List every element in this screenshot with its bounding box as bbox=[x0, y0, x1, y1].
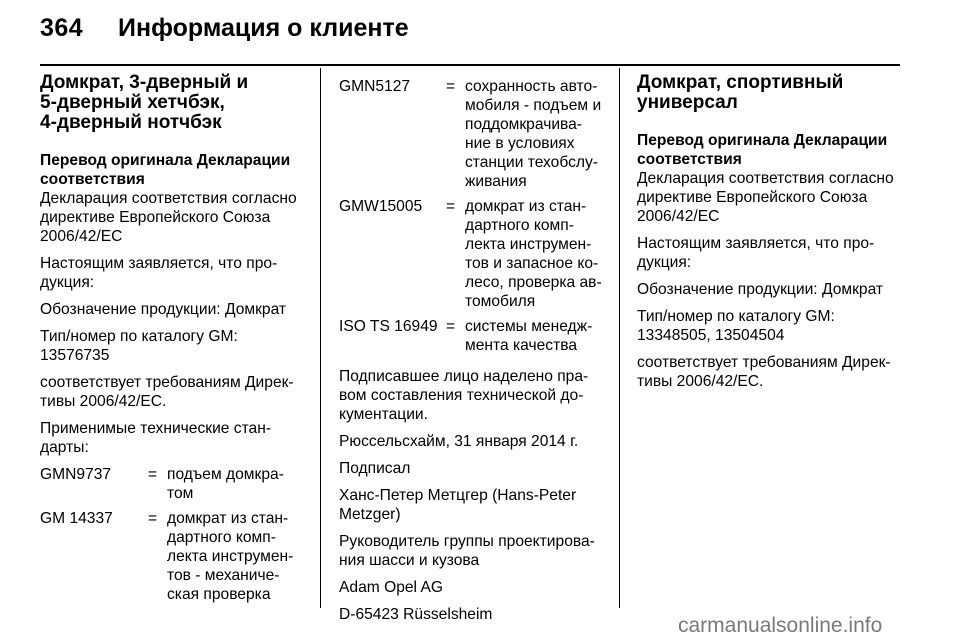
equals-sign: = bbox=[148, 510, 158, 527]
paragraph: Тип/номер по каталогу GM: 13576735 bbox=[40, 328, 238, 364]
paragraph: Настоящим заявляется, что про- дукция: bbox=[637, 235, 875, 271]
paragraph: Тип/номер по каталогу GM: 13348505, 13504504 bbox=[637, 308, 835, 344]
paragraph: соответствует требованиям Дирек- тивы 2006/42/ЕС. bbox=[637, 354, 891, 390]
standard-code: GMW15005 bbox=[339, 198, 423, 215]
signatory-title: Руководитель группы проектирова- ния шасси и кузова bbox=[339, 533, 595, 569]
standard-code: GM 14337 bbox=[40, 510, 113, 527]
equals-sign: = bbox=[446, 318, 456, 335]
signatory-name: Ханс-Петер Метцгер (Hans-Peter Metzger) bbox=[339, 487, 577, 523]
section-heading: Домкрат, спортивный универсал bbox=[637, 72, 844, 113]
standard-description: домкрат из стан- дартного комп- лекта инструмен- тов - механиче- ская проверка bbox=[167, 510, 294, 603]
standard-row bbox=[40, 465, 312, 503]
standard-description: сохранность авто- мобиля - подъем и поддомкрачива- ние в условиях станции техобслу- живания bbox=[465, 78, 602, 190]
paragraph: Настоящим заявляется, что про- дукция: bbox=[40, 255, 278, 291]
middle-column bbox=[339, 68, 611, 632]
header-rule bbox=[40, 64, 900, 66]
date-place: Рюссельсхайм, 31 января 2014 г. bbox=[339, 433, 579, 450]
paragraph: Декларация соответствия согласно директиве Европейского Союза 2006/42/ЕС bbox=[637, 170, 894, 225]
standard-row bbox=[339, 197, 611, 311]
page-number: 364 bbox=[40, 14, 84, 42]
right-column bbox=[637, 68, 901, 399]
company-name: Adam Opel AG bbox=[339, 579, 444, 596]
section-heading: Домкрат, 3-дверный и 5-дверный хетчбэк, 4-дверный нотчбэк bbox=[40, 72, 249, 133]
paragraph: соответствует требованиям Дирек- тивы 2006/42/ЕС. bbox=[40, 374, 294, 410]
paragraph: Подписавшее лицо наделено пра- вом составления технической до- кументации. bbox=[339, 368, 589, 423]
paragraph: Применимые технические стан- дарты: bbox=[40, 420, 272, 456]
standard-description: домкрат из стан- дартного комп- лекта инструмен- тов и запасное ко- лесо, проверка ав- томобиля bbox=[465, 198, 602, 310]
standards-table bbox=[339, 77, 611, 355]
standards-table bbox=[40, 465, 312, 604]
standard-row bbox=[339, 317, 611, 355]
standard-code: GMN5127 bbox=[339, 78, 411, 95]
standard-description: подъем домкра- том bbox=[167, 466, 284, 502]
standard-code: ISO TS 16949 bbox=[339, 318, 438, 335]
paragraph: Обозначение продукции: Домкрат bbox=[40, 301, 287, 318]
standard-code: GMN9737 bbox=[40, 466, 112, 483]
left-column bbox=[40, 68, 312, 610]
company-address: D-65423 Rüsselsheim bbox=[339, 606, 493, 623]
section-subheading: Перевод оригинала Декларации соответствия bbox=[637, 132, 888, 168]
section-subheading: Перевод оригинала Декларации соответствия bbox=[40, 152, 291, 188]
paragraph: Обозначение продукции: Домкрат bbox=[637, 281, 884, 298]
equals-sign: = bbox=[446, 78, 456, 95]
equals-sign: = bbox=[446, 198, 456, 215]
paragraph: Декларация соответствия согласно директиве Европейского Союза 2006/42/ЕС bbox=[40, 190, 297, 245]
page-title: Информация о клиенте bbox=[118, 14, 409, 42]
column-divider-right bbox=[619, 68, 620, 608]
standard-row bbox=[339, 77, 611, 191]
standard-row bbox=[40, 509, 312, 604]
equals-sign: = bbox=[148, 466, 158, 483]
watermark: carmanualsonline.info bbox=[678, 614, 883, 637]
standard-description: системы менедж- мента качества bbox=[465, 318, 593, 354]
column-divider-left bbox=[320, 68, 321, 608]
paragraph: Подписал bbox=[339, 460, 411, 477]
